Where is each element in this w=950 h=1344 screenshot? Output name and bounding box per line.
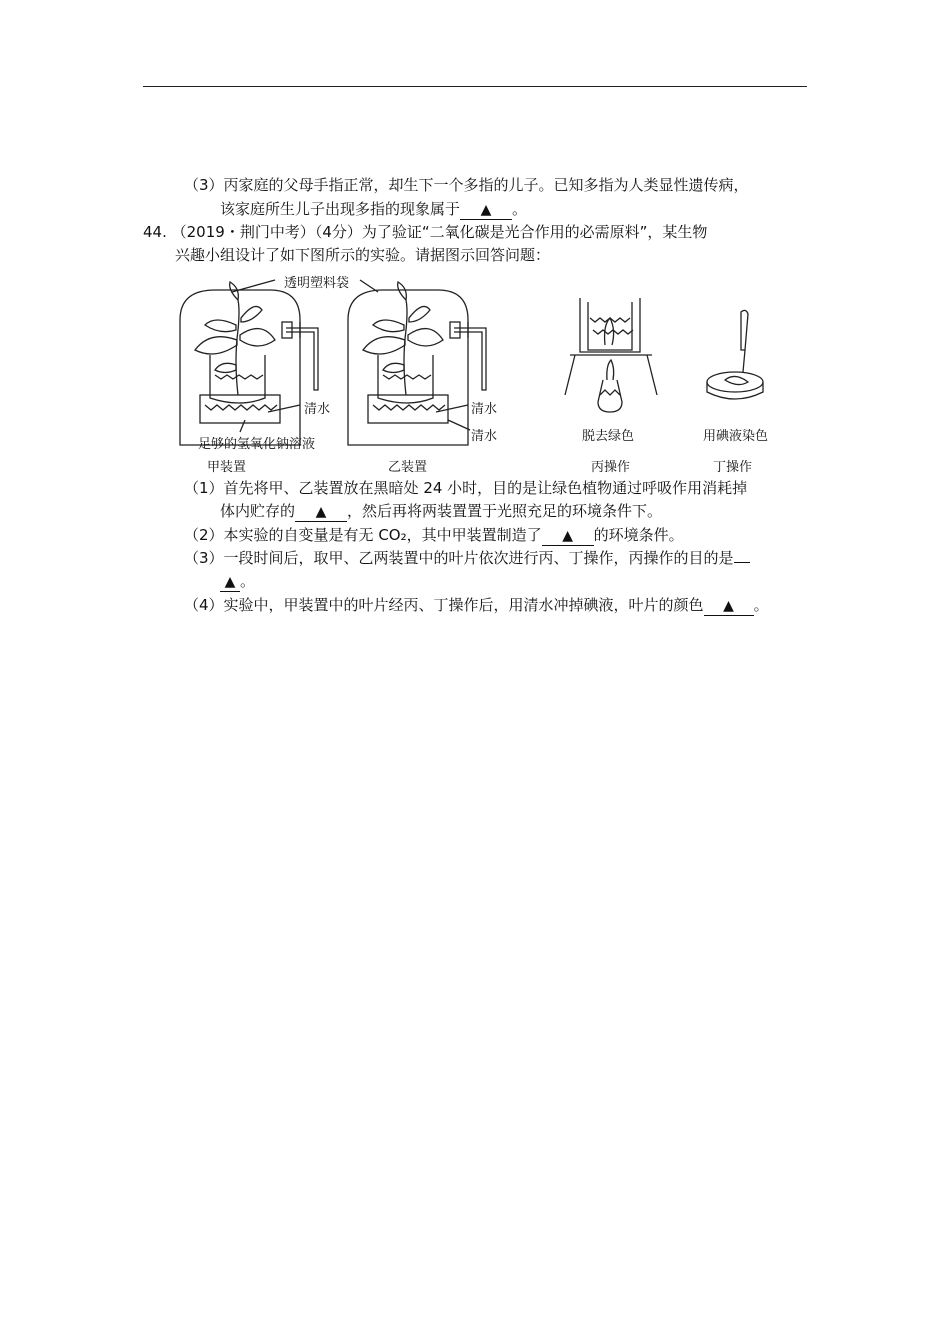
caption-yi: 乙装置: [388, 460, 428, 475]
apparatus-yi-drawing: [348, 280, 486, 445]
apparatus-jia-drawing: [180, 280, 318, 445]
answer-blank[interactable]: ▲: [542, 526, 594, 546]
operation-bing-drawing: [565, 298, 657, 412]
water-label-jia: 清水: [304, 402, 331, 417]
water-label-yi-bottom: 清水: [471, 429, 498, 444]
naoh-label: 足够的氢氧化钠溶液: [198, 437, 316, 452]
q44-sub3-line2: ▲ 。: [220, 571, 255, 592]
caption-bing: 丙操作: [591, 460, 631, 475]
q44-sub2: （2）本实验的自变量是有无 CO₂，其中甲装置制造了 ▲ 的环境条件。: [184, 526, 684, 544]
answer-blank[interactable]: ▲: [295, 502, 347, 522]
q44-sub4: （4）实验中，甲装置中的叶片经丙、丁操作后，用清水冲掉碘液，叶片的颜色 ▲ 。: [184, 596, 769, 614]
q44-sub1-line2: 体内贮存的 ▲ ，然后再将两装置置于光照充足的环境条件下。: [220, 502, 663, 520]
iodine-label: 用碘液染色: [703, 429, 769, 444]
q44-sub1-line1: （1）首先将甲、乙装置放在黑暗处 24 小时，目的是让绿色植物通过呼吸作用消耗掉: [184, 479, 748, 497]
answer-blank[interactable]: ▲: [460, 200, 512, 220]
water-label-yi-top: 清水: [471, 402, 498, 417]
q44-sub3-line1: （3）一段时间后，取甲、乙两装置中的叶片依次进行丙、丁操作，丙操作的目的是: [184, 548, 750, 568]
answer-blank[interactable]: ▲: [220, 572, 240, 592]
q44-header-line2: 兴趣小组设计了如下图所示的实验。请据图示回答问题：: [175, 246, 551, 264]
question-number: 44.: [143, 223, 167, 241]
decolor-label: 脱去绿色: [582, 429, 635, 444]
caption-jia: 甲装置: [207, 460, 247, 475]
q44-header-line1: 44. （2019・荆门中考）（4分）为了验证“二氧化碳是光合作用的必需原料”，某生物: [143, 223, 708, 241]
operation-ding-drawing: [707, 310, 763, 399]
bag-label: 透明塑料袋: [284, 276, 350, 291]
caption-ding: 丁操作: [713, 460, 753, 475]
q43-part3-line2: 该家庭所生儿子出现多指的现象属于 ▲ 。: [220, 200, 528, 218]
q43-part3-line1: （3）丙家庭的父母手指正常，却生下一个多指的儿子。已知多指为人类显性遗传病，: [184, 176, 749, 194]
answer-blank-start[interactable]: [734, 562, 750, 563]
answer-blank[interactable]: ▲: [704, 596, 754, 616]
